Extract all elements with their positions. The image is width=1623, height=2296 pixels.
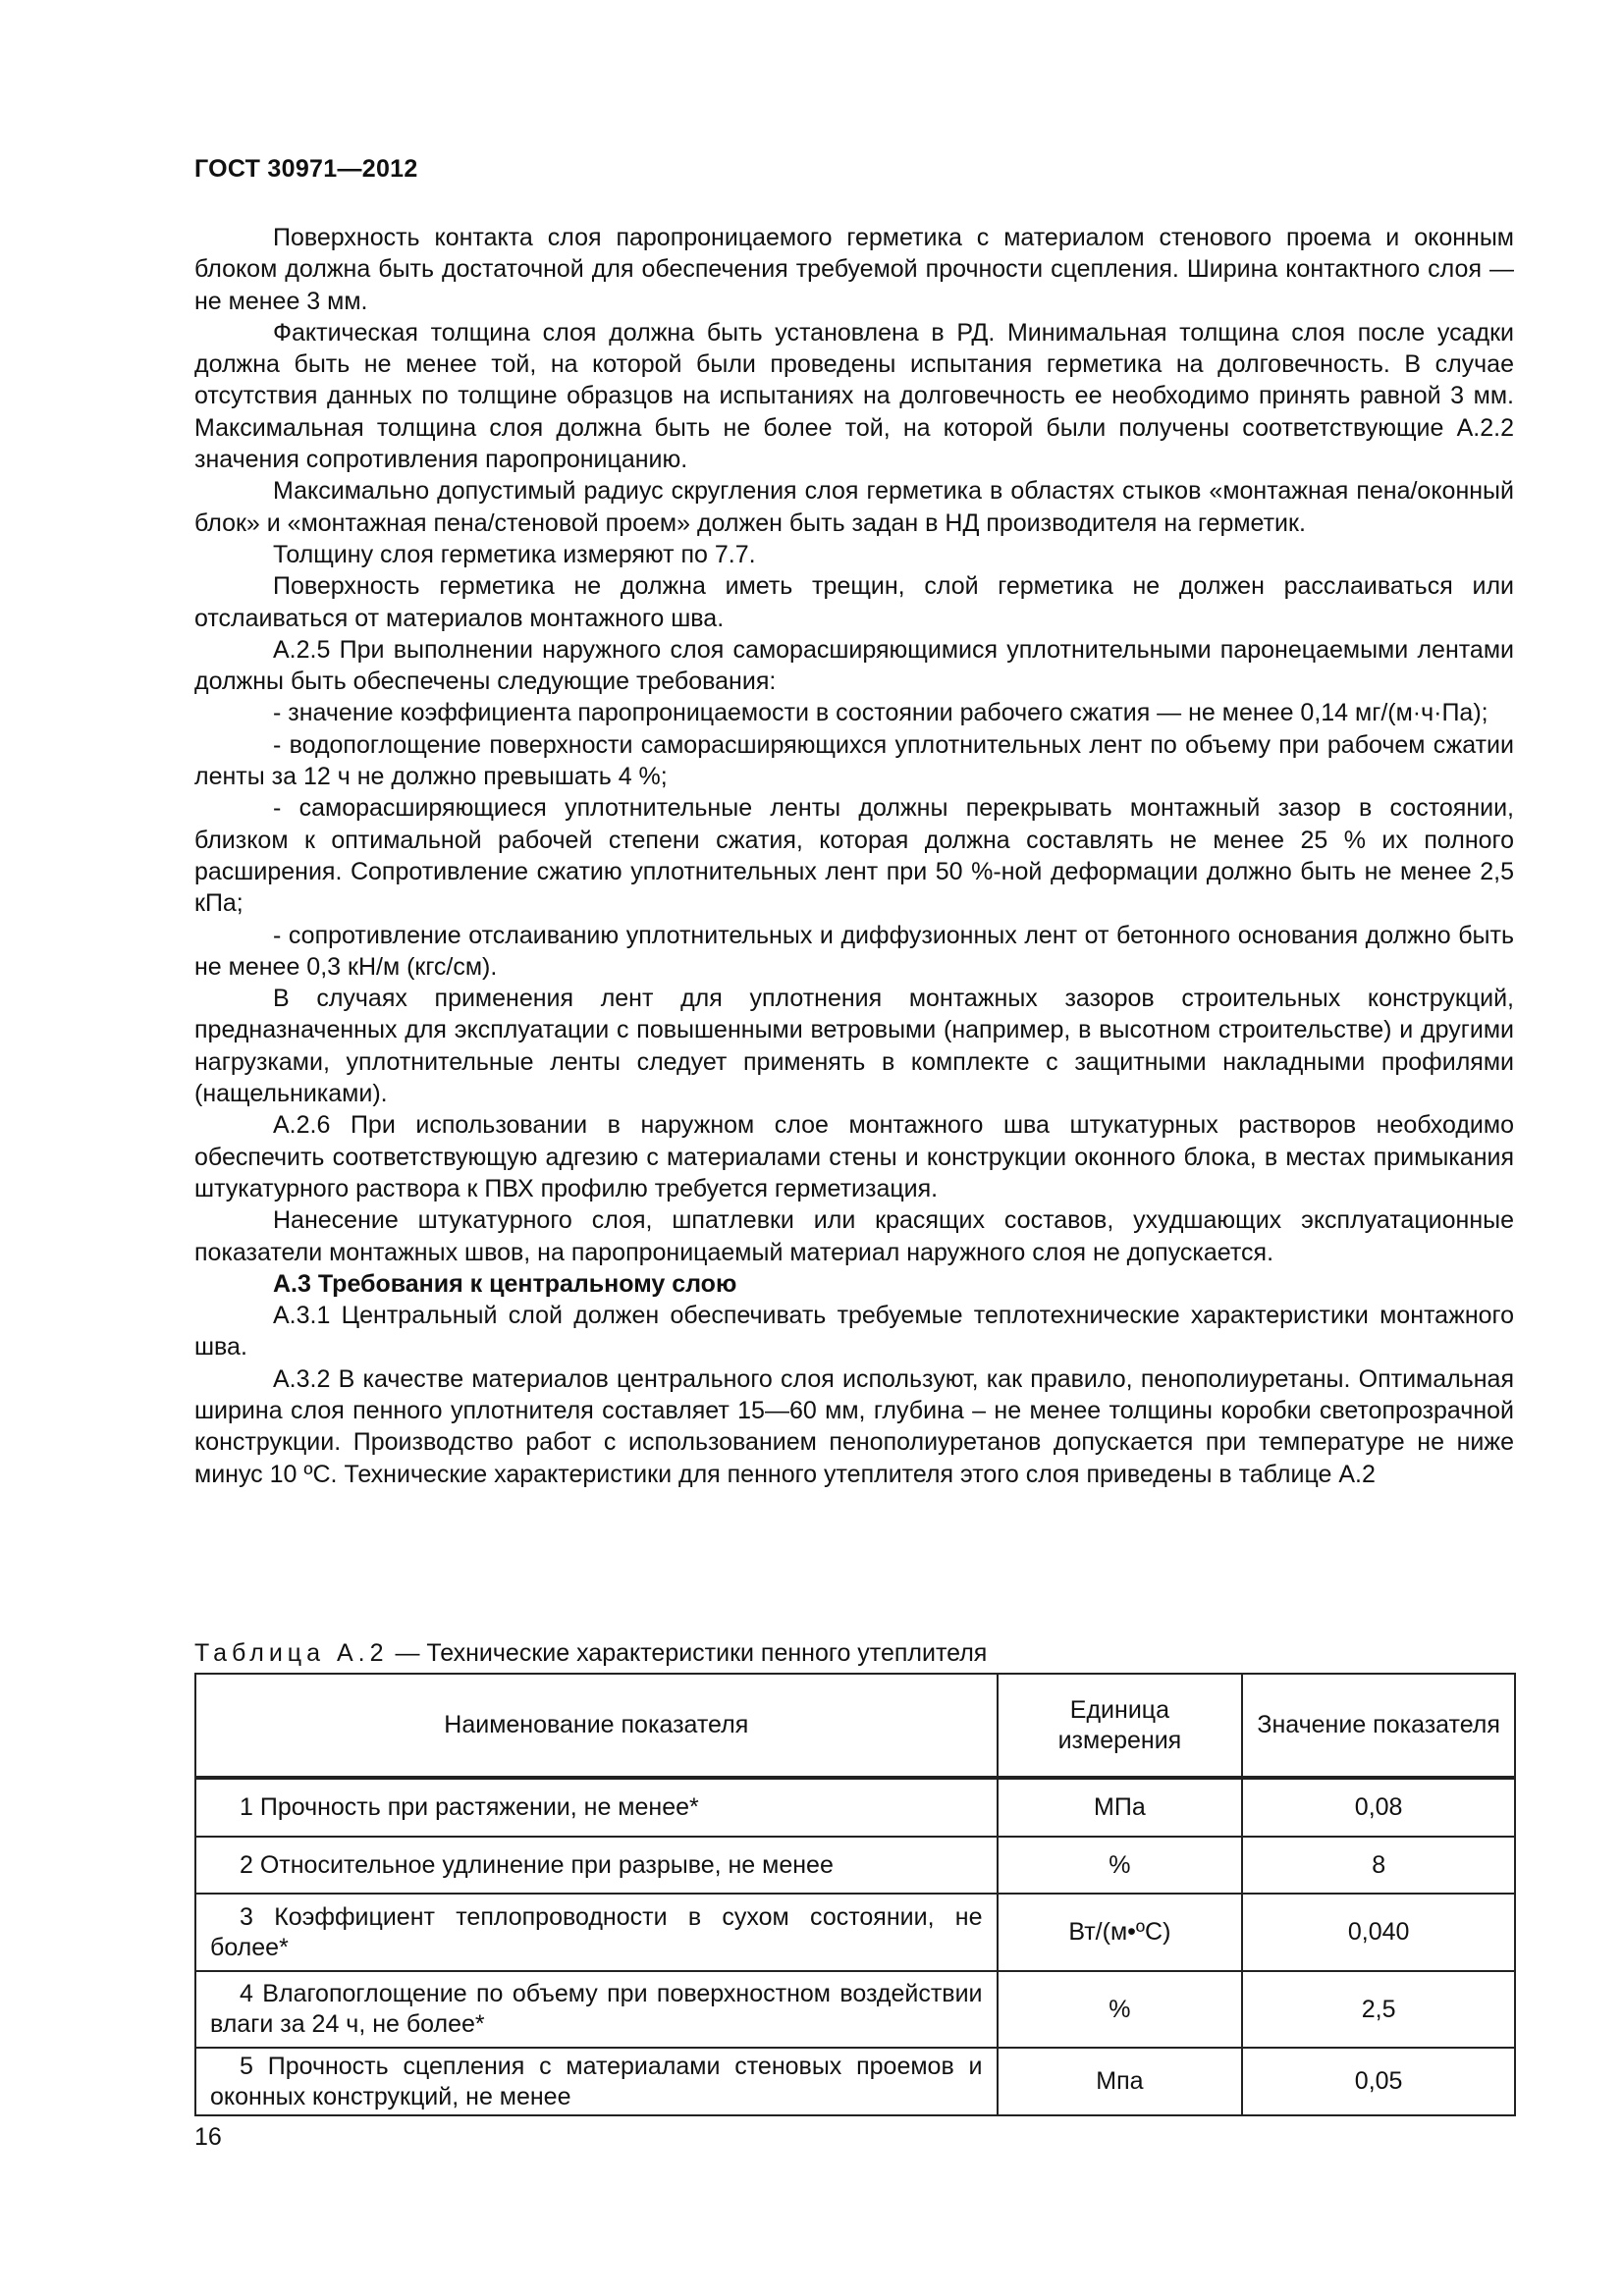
row-unit: % [998, 1971, 1243, 2048]
clause-a-3-1: А.3.1 Центральный слой должен обеспечивать требуемые теплотехнические характеристики монтажного шва. [194, 1302, 1514, 1362]
table-caption-text: — Технические характеристики пенного утеплителя [388, 1639, 988, 1667]
table-caption-label: Таблица А.2 [194, 1639, 389, 1667]
page-number: 16 [194, 2123, 222, 2151]
header-name: Наименование показателя [195, 1674, 998, 1778]
list-item: - значение коэффициента паропроницаемости в состоянии рабочего сжатия — не менее 0,14 мг/(м·ч·Па); [273, 699, 1488, 727]
paragraph: Поверхность герметика не должна иметь трещин, слой герметика не должен расслаиваться или отслаиваться от материалов монтажного шва. [194, 572, 1514, 632]
row-value: 0,040 [1242, 1894, 1515, 1971]
table-header-row [195, 1674, 1515, 1778]
clause-a-3-2: А.3.2 В качестве материалов центрального слоя используют, как правило, пенополиуретаны. Оптимальная ширина слоя пенного уплотнителя составляет 15—60 мм, глубина – не менее толщины коробки светопрозрачной конструкции. Производство работ с использованием пенополиуретанов допускается при температуре не ниже минус 10 ºС. Технические характеристики для пенного утеплителя этого слоя приведены в таблице А.2 [194, 1364, 1514, 1488]
table-row [195, 1778, 1515, 1837]
row-name: 4 Влагопоглощение по объему при поверхностном воздействии влаги за 24 ч, не более* [195, 1971, 998, 2048]
row-name: 5 Прочность сцепления с материалами стеновых проемов и оконных конструкций, не менее [195, 2048, 998, 2115]
document-body [194, 222, 1514, 1490]
list-item: - сопротивление отслаиванию уплотнительных и диффузионных лент от бетонного основания должно быть не менее 0,3 кН/м (кгс/см). [194, 921, 1514, 981]
table-caption [194, 1639, 987, 1668]
list-item: - саморасширяющиеся уплотнительные ленты должны перекрывать монтажный зазор в состоянии, близком к оптимальной рабочей степени сжатия, которая должна составлять не менее 25 % их полного расширения. Сопротивление сжатию уплотнительных лент при 50 %-ной деформации должно быть не менее 2,5 кПа; [194, 794, 1514, 918]
row-name: 1 Прочность при растяжении, не менее* [195, 1778, 998, 1837]
table-row [195, 2048, 1515, 2115]
clause-a-2-5: А.2.5 При выполнении наружного слоя саморасширяющимися уплотнительными паронецаемыми лентами должны быть обеспечены следующие требования: [194, 635, 1514, 696]
row-name: 2 Относительное удлинение при разрыве, не менее [195, 1837, 998, 1894]
row-value: 8 [1242, 1837, 1515, 1894]
list-item: - водопоглощение поверхности саморасширяющихся уплотнительных лент по объему при рабочем сжатии ленты за 12 ч не должно превышать 4 %; [194, 730, 1514, 791]
row-name: 3 Коэффициент теплопроводности в сухом состоянии, не более* [195, 1894, 998, 1971]
paragraph: Толщину слоя герметика измеряют по 7.7. [273, 540, 756, 568]
row-unit: Вт/(м•ºС) [998, 1894, 1243, 1971]
row-value: 2,5 [1242, 1971, 1515, 2048]
row-unit: МПа [998, 1778, 1243, 1837]
row-unit: Мпа [998, 2048, 1243, 2115]
section-heading-a-3: А.3 Требования к центральному слою [273, 1269, 737, 1298]
paragraph: Нанесение штукатурного слоя, шпатлевки или красящих составов, ухудшающих эксплуатационные показатели монтажных швов, на паропроницаемый материал наружного слоя не допускается. [194, 1206, 1514, 1266]
spec-table [194, 1673, 1516, 2116]
row-value: 0,05 [1242, 2048, 1515, 2115]
clause-a-2-6: А.2.6 При использовании в наружном слое монтажного шва штукатурных растворов необходимо обеспечить соответствующую адгезию с материалами стены и конструкции оконного блока, в местах примыкания штукатурного раствора к ПВХ профилю требуется герметизация. [194, 1111, 1514, 1202]
header-unit: Единица измерения [998, 1674, 1243, 1778]
row-unit: % [998, 1837, 1243, 1894]
paragraph: Максимально допустимый радиус скругления слоя герметика в областях стыков «монтажная пена/оконный блок» и «монтажная пена/стеновой проем» должен быть задан в НД производителя на герметик. [194, 477, 1514, 537]
paragraph: В случаях применения лент для уплотнения монтажных зазоров строительных конструкций, предназначенных для эксплуатации с повышенными ветровыми (например, в высотном строительстве) и другими нагрузками, уплотнительные ленты следует применять в комплекте с защитными накладными профилями (нащельниками). [194, 985, 1514, 1108]
paragraph: Поверхность контакта слоя паропроницаемого герметика с материалом стенового проема и оконным блоком должна быть достаточной для обеспечения требуемой прочности сцепления. Ширина контактного слоя — не менее 3 мм. [194, 224, 1514, 315]
table-row [195, 1971, 1515, 2048]
document-header: ГОСТ 30971—2012 [194, 155, 418, 183]
header-value: Значение показателя [1242, 1674, 1515, 1778]
paragraph: Фактическая толщина слоя должна быть установлена в РД. Минимальная толщина слоя после усадки должна быть не менее той, на которой были проведены испытания герметика на долговечность. В случае отсутствия данных по толщине образцов на испытаниях на долговечность ее необходимо принять равной 3 мм. Максимальная толщина слоя должна быть не более той, на которой были получены соответствующие А.2.2 значения сопротивления паропроницанию. [194, 318, 1514, 474]
table-row [195, 1837, 1515, 1894]
row-value: 0,08 [1242, 1778, 1515, 1837]
table-row [195, 1894, 1515, 1971]
